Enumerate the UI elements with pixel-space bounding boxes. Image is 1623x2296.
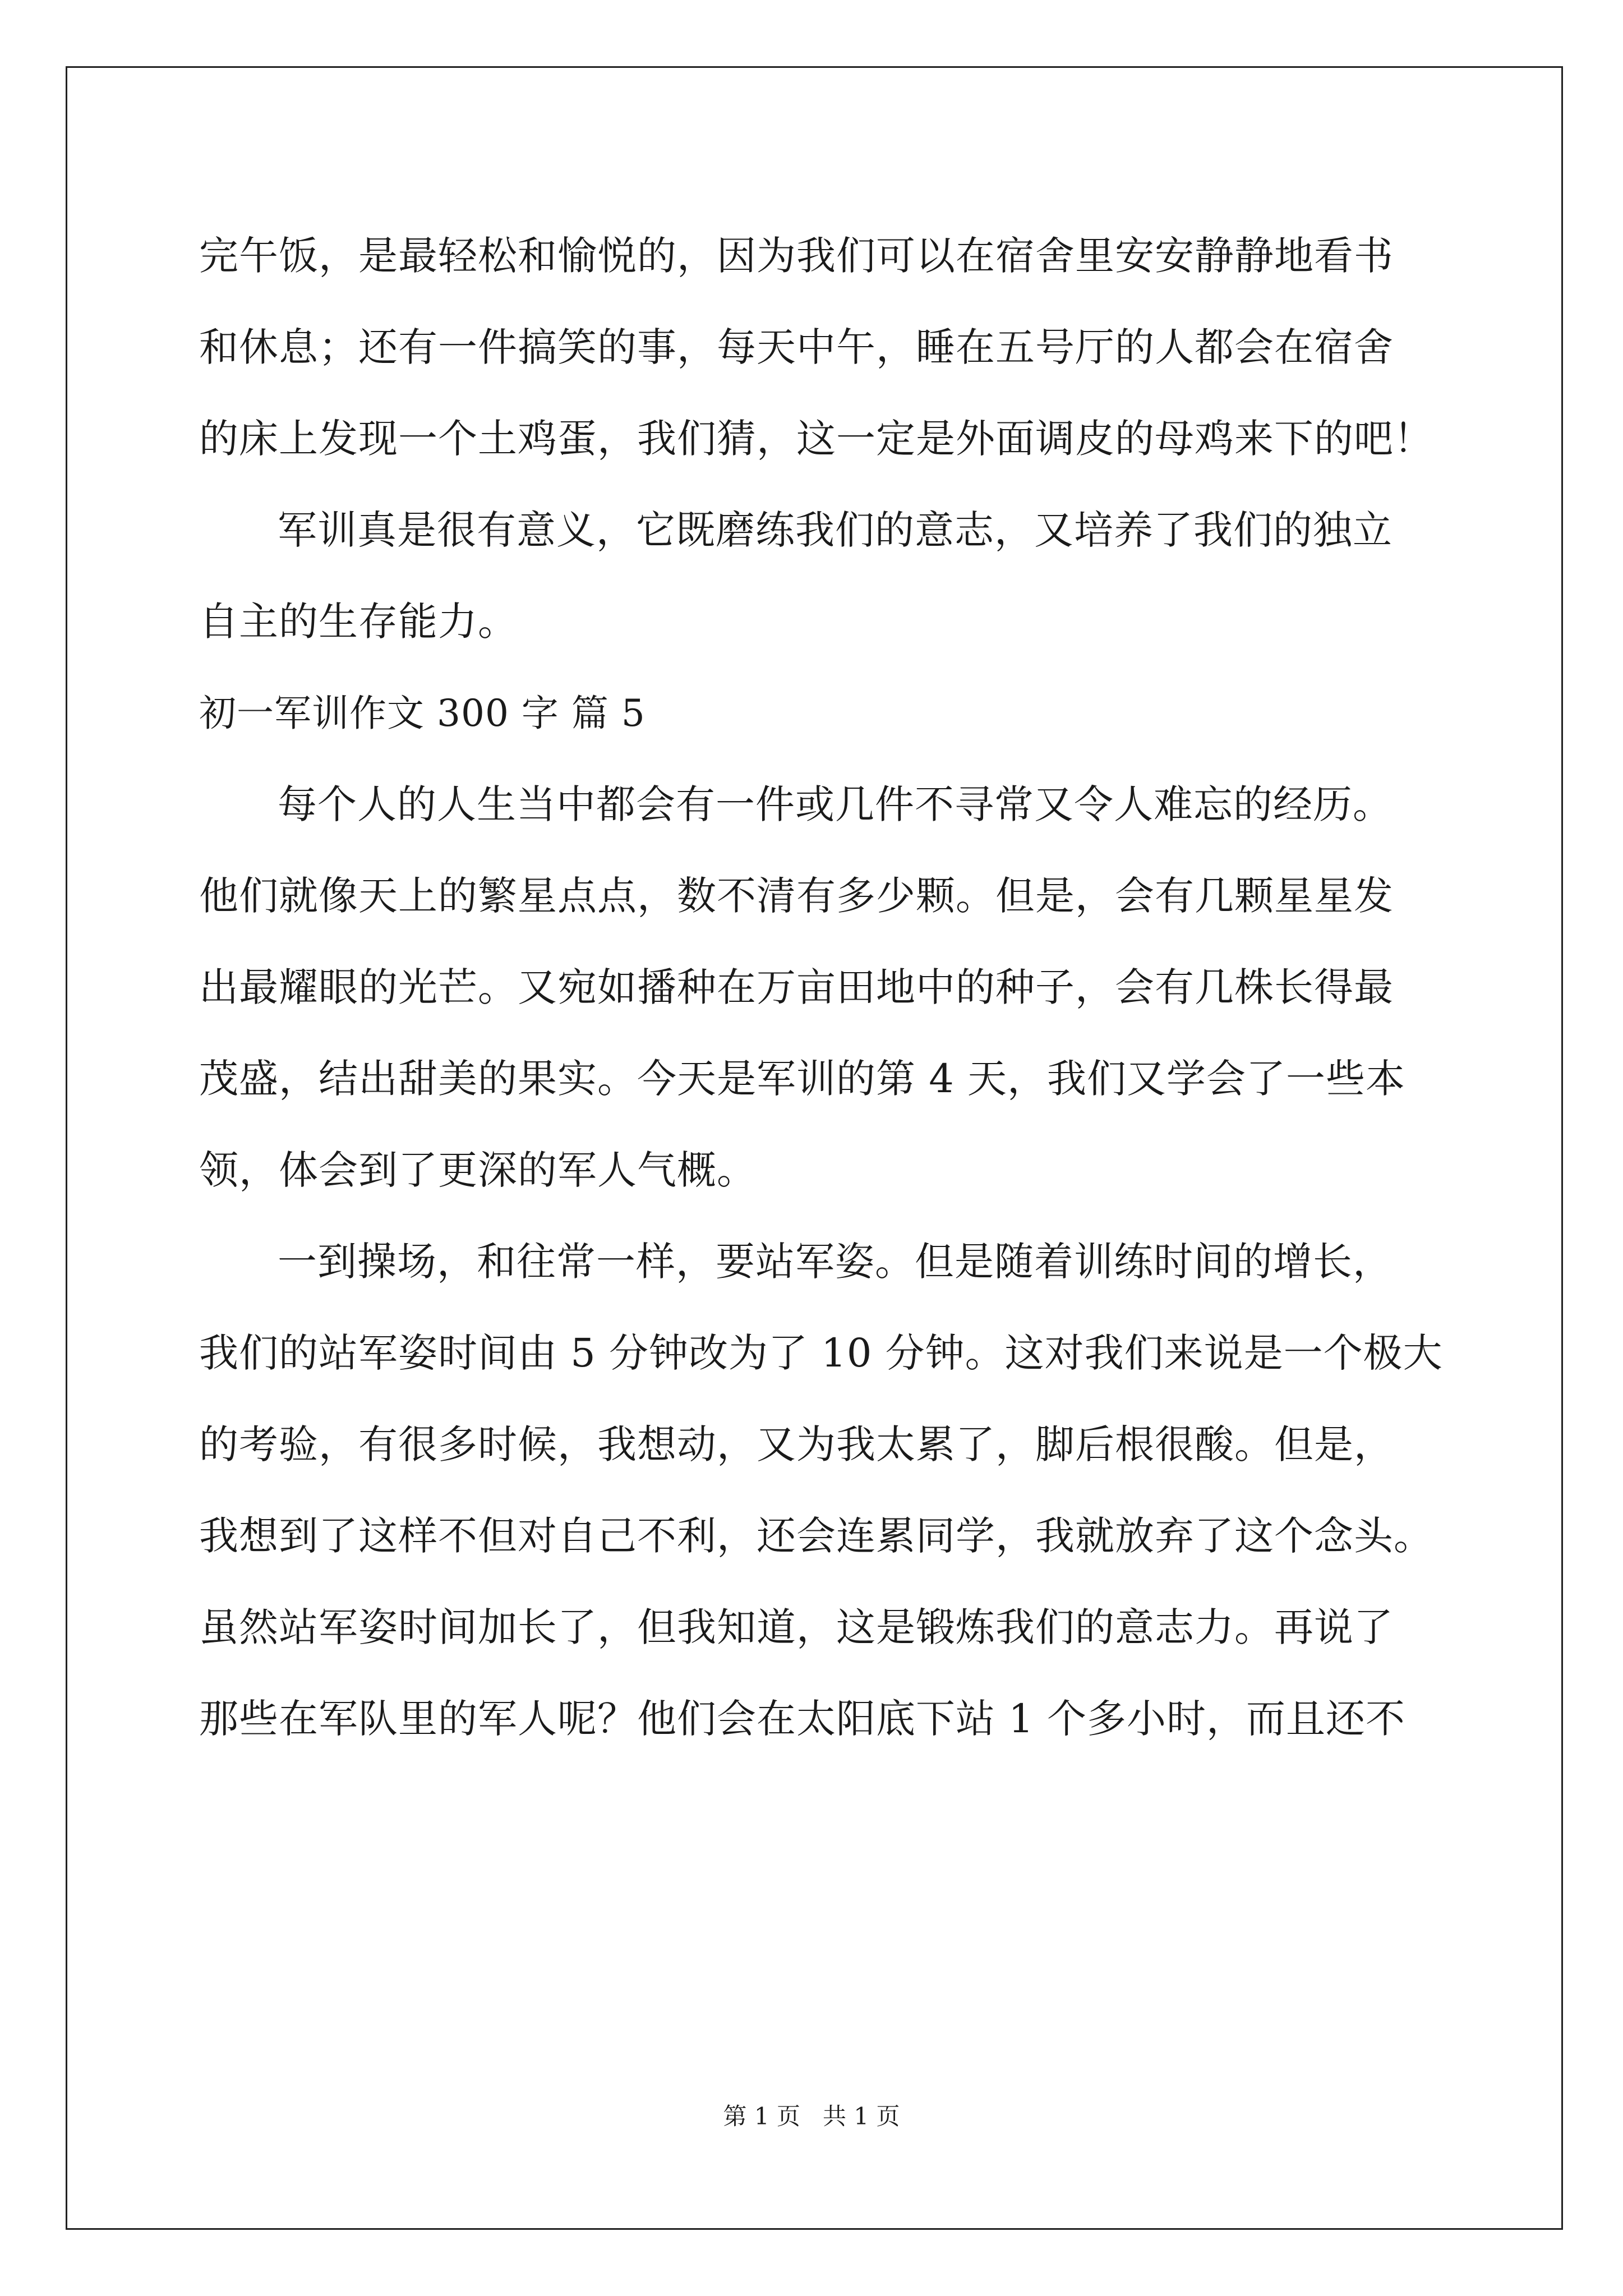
text-line: 虽然站军姿时间加长了，但我知道，这是锻炼我们的意志力。再说了 [199,1604,1394,1650]
text-line: 出最耀眼的光芒。又宛如播种在万亩田地中的种子，会有几株长得最 [199,964,1394,1010]
text-line: 的床上发现一个土鸡蛋，我们猜，这一定是外面调皮的母鸡来下的吧！ [199,416,1433,462]
text-line: 他们就像天上的繁星点点，数不清有多少颗。但是，会有几颗星星发 [199,873,1394,919]
page-footer: 第 1 页 共 1 页 [723,2102,900,2130]
text-line: 完午饭，是最轻松和愉悦的，因为我们可以在宿舍里安安静静地看书 [199,233,1394,279]
text-line: 茂盛，结出甜美的果实。今天是军训的第 4 天，我们又学会了一些本 [199,1056,1406,1102]
text-line: 我们的站军姿时间由 5 分钟改为了 10 分钟。这对我们来说是一个极大 [199,1330,1443,1376]
section-heading: 初一军训作文 300 字 篇 5 [199,692,645,735]
text-line: 我想到了这样不但对自己不利，还会连累同学，我就放弃了这个念头。 [199,1513,1433,1559]
document-body [199,210,1443,1765]
paragraph-first-line: 军训真是很有意义，它既磨练我们的意志，又培养了我们的独立 [278,507,1393,553]
paragraph-first-line: 每个人的人生当中都会有一件或几件不寻常又令人难忘的经历。 [278,781,1393,827]
text-line: 和休息；还有一件搞笑的事，每天中午，睡在五号厅的人都会在宿舍 [199,324,1394,370]
paragraph-first-line: 一到操场，和往常一样，要站军姿。但是随着训练时间的增长， [278,1239,1393,1285]
text-line: 的考验，有很多时候，我想动，又为我太累了，脚后根很酸。但是， [199,1421,1394,1467]
text-line: 那些在军队里的军人呢？他们会在太阳底下站 1 个多小时，而且还不 [199,1696,1406,1742]
text-line: 自主的生存能力。 [199,599,518,645]
text-line: 领，体会到了更深的军人气概。 [199,1147,757,1193]
